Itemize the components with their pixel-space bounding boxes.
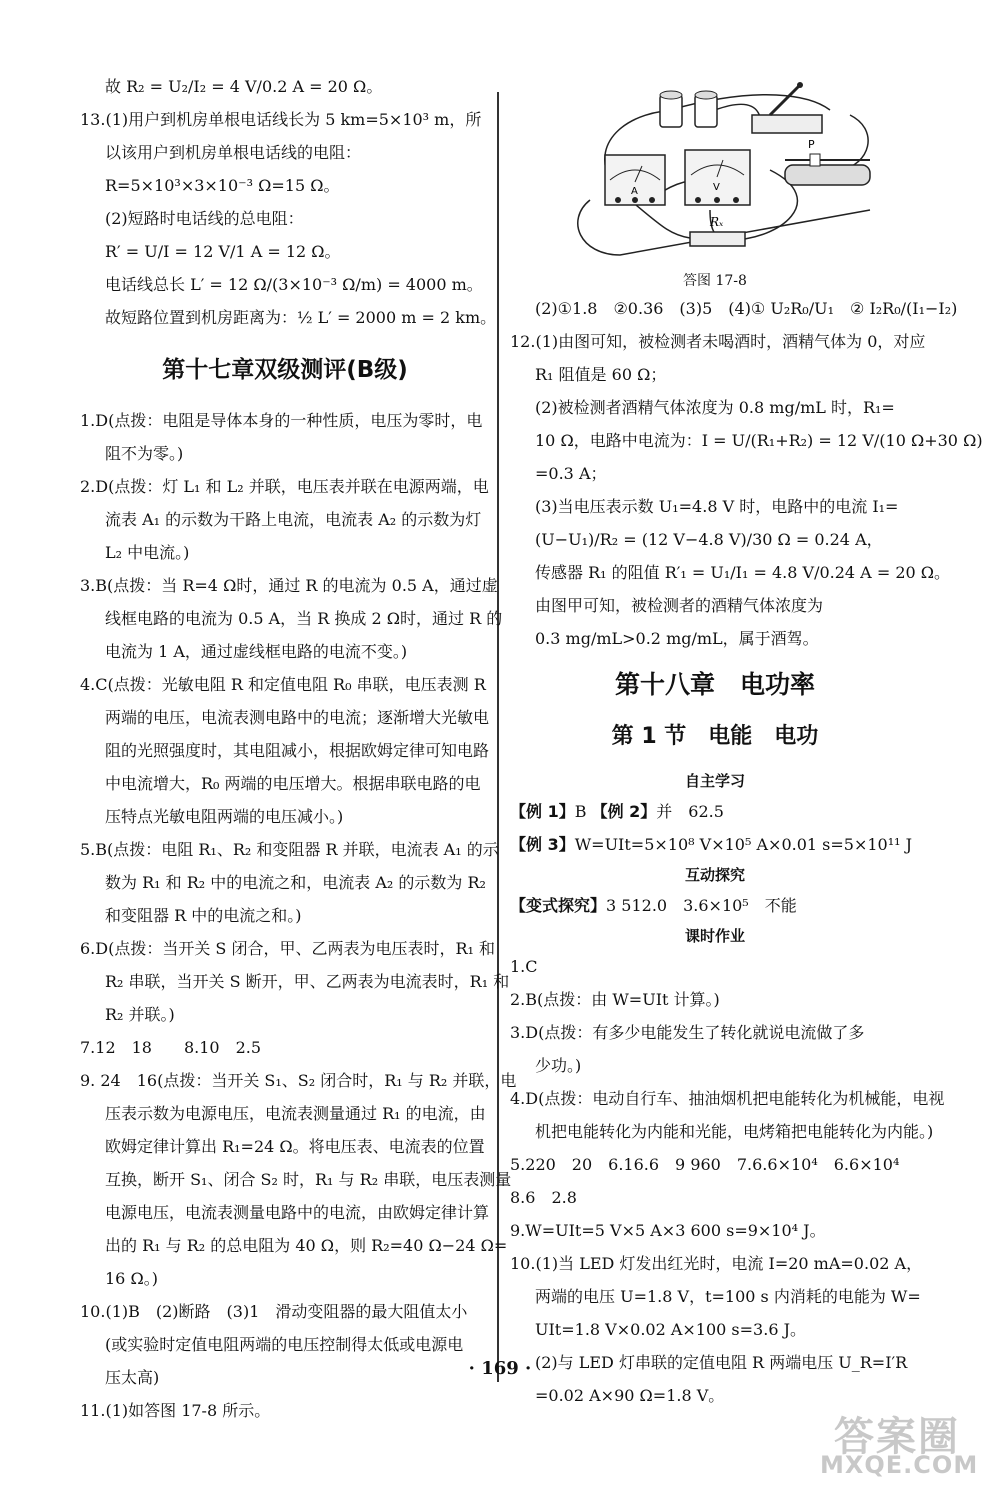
homework-line: 4.D(点拨：电动自行车、抽油烟机把电能转化为机械能，电视 [510, 1089, 945, 1108]
homework-heading: 课时作业 [684, 927, 745, 945]
answer-line: 中电流增大，R₀ 两端的电压增大。根据串联电路的电 [105, 774, 481, 793]
left-solution-block [80, 70, 497, 334]
answer-line: 6.D(点拨：当开关 S 闭合，甲、乙两表为电压表时，R₁ 和 [80, 939, 496, 958]
answer-line: 阻不为零。) [105, 444, 184, 463]
answer-line: 出的 R₁ 与 R₂ 的总电阻为 40 Ω，则 R₂=40 Ω−24 Ω= [105, 1236, 508, 1255]
homework-list [510, 950, 945, 1412]
answer-line: 阻的光照强度时，其电阻减小，根据欧姆定律可知电路 [105, 741, 490, 760]
text-line: 13.(1)用户到机房单根电话线长为 5 km=5×10³ m，所 [80, 110, 482, 129]
figure-caption: 答图 17-8 [683, 273, 747, 289]
svg-text:P: P [808, 138, 815, 151]
example-2-answer: 并 62.5 [656, 802, 724, 821]
homework-line: 少功。) [535, 1056, 582, 1075]
voltmeter [685, 150, 750, 205]
watermark-url: MXQE.COM [820, 1451, 979, 1479]
answer-line: 数为 R₁ 和 R₂ 中的电流之和，电流表 A₂ 的示数为 R₂ [105, 873, 486, 892]
homework-line: UIt=1.8 V×0.02 A×100 s=3.6 J。 [535, 1320, 806, 1339]
text-line: 由图甲可知，被检测者的酒精气体浓度为 [535, 596, 824, 615]
chapter-17-test-heading: 第十七章双级测评(B级) [162, 357, 408, 383]
text-line: R₁ 阻值是 60 Ω； [535, 365, 667, 384]
answer-line: 和变阻器 R 中的电流之和。) [105, 906, 302, 925]
text-line: (2)①1.8 ②0.36 (3)5 (4)① U₂R₀/U₁ ② I₂R₀/(I₁−I₂) [535, 299, 958, 318]
answer-line: 1.D(点拨：电阻是导体本身的一种性质，电压为零时，电 [80, 411, 483, 430]
answer-line: 压太高) [105, 1368, 160, 1387]
text-line: 0.3 mg/mL>0.2 mg/mL，属于酒驾。 [535, 629, 819, 648]
answer-line: 线框电路的电流为 0.5 A，当 R 换成 2 Ω时，通过 R 的 [105, 609, 503, 628]
svg-text:A: A [631, 186, 638, 197]
homework-line: =0.02 A×90 Ω=1.8 V。 [535, 1386, 725, 1405]
right-column [510, 70, 983, 1412]
homework-line: 10.(1)当 LED 灯发出红光时，电流 I=20 mA=0.02 A， [510, 1254, 923, 1273]
battery-2 [695, 95, 717, 127]
example-3-answer: W=UIt=5×10⁸ V×10⁵ A×0.01 s=5×10¹¹ J [574, 835, 913, 854]
right-solution-block [510, 292, 983, 655]
circuit-diagram-svg [510, 70, 920, 270]
answer-line: 流表 A₁ 的示数为干路上电流，电流表 A₂ 的示数为灯 [105, 510, 482, 529]
text-line: 传感器 R₁ 的阻值 R′₁ = U₁/I₁ = 4.8 V/0.24 A = 20 Ω。 [535, 563, 951, 582]
answer-line: 压特点光敏电阻两端的电压减小。) [105, 807, 344, 826]
homework-line: 机把电能转化为内能和光能，电烤箱把电能转化为内能。) [535, 1122, 934, 1141]
text-line: (2)被检测者酒精气体浓度为 0.8 mg/mL 时，R₁= [535, 398, 895, 417]
homework-line: 9.W=UIt=5 V×5 A×3 600 s=9×10⁴ J。 [510, 1221, 826, 1240]
variant-answer: 3 512.0 3.6×10⁵ 不能 [606, 896, 797, 915]
text-line: =0.3 A； [535, 464, 607, 483]
answer-line: 4.C(点拨：光敏电阻 R 和定值电阻 R₀ 串联，电压表测 R [80, 675, 486, 694]
example-1-answer: B [574, 802, 587, 821]
answer-line: 压表示数为电源电压，电流表测量通过 R₁ 的电流，由 [105, 1104, 486, 1123]
answer-line: 两端的电压，电流表测电路中的电流；逐渐增大光敏电 [105, 708, 490, 727]
homework-line: 两端的电压 U=1.8 V，t=100 s 内消耗的电能为 W= [535, 1287, 921, 1306]
answer-line: 电流为 1 A，通过虚线框电路的电流不变。) [105, 642, 408, 661]
answer-line: R₂ 并联。) [105, 1005, 175, 1024]
answer-line: 10.(1)B (2)断路 (3)1 滑动变阻器的最大阻值太小 [80, 1302, 468, 1321]
answer-line: (或实验时定值电阻两端的电压控制得太低或电源电 [105, 1335, 464, 1354]
svg-text:V: V [713, 182, 720, 193]
text-line: 以该用户到机房单根电话线的电阻： [105, 143, 362, 162]
variant-line [510, 889, 920, 922]
example-1-2-line [510, 795, 920, 828]
answer-line: 7.12 18 8.10 2.5 [80, 1038, 262, 1057]
answer-line: 互换，断开 S₁、闭合 S₂ 时，R₁ 与 R₂ 串联，电压表测量 [105, 1170, 512, 1189]
text-line: 电话线总长 L′ = 12 Ω/(3×10⁻³ Ω/m) = 4000 m。 [105, 275, 483, 294]
answer-line: 9. 24 16(点拨：当开关 S₁、S₂ 闭合时，R₁ 与 R₂ 并联，电 [80, 1071, 517, 1090]
interactive-heading: 互动探究 [684, 866, 745, 884]
section-1-heading: 第 1 节 电能 电功 [611, 724, 819, 749]
text-line: R′ = U/I = 12 V/1 A = 12 Ω。 [105, 242, 341, 261]
chapter-18-heading: 第十八章 电功率 [614, 670, 815, 699]
text-line: 故短路位置到机房距离为：½ L′ = 2000 m = 2 km。 [105, 308, 497, 327]
example-1-tag: 【例 1】 [510, 802, 575, 821]
page-number: · 169 · [468, 1358, 532, 1379]
text-line: (2)短路时电话线的总电阻： [105, 209, 304, 228]
ammeter [605, 155, 665, 205]
circuit-figure [510, 70, 920, 270]
watermark-logo [796, 1405, 986, 1485]
answer-line: R₂ 串联，当开关 S 断开，甲、乙两表为电流表时，R₁ 和 [105, 972, 510, 991]
answer-line: 5.B(点拨：电阻 R₁、R₂ 和变阻器 R 并联，电流表 A₁ 的示 [80, 840, 499, 859]
text-line: 12.(1)由图可知，被检测者未喝酒时，酒精气体为 0，对应 [510, 332, 926, 351]
text-line: 10 Ω，电路中电流为：I = U/(R₁+R₂) = 12 V/(10 Ω+30 Ω) [535, 431, 983, 450]
example-3-line [510, 828, 920, 861]
text-line: R=5×10³×3×10⁻³ Ω=15 Ω。 [105, 176, 340, 195]
answer-line: 2.D(点拨：灯 L₁ 和 L₂ 并联，电压表并联在电源两端，电 [80, 477, 489, 496]
example-2-tag: 【例 2】 [591, 802, 657, 821]
switch-base [752, 115, 822, 133]
homework-line: 8.6 2.8 [510, 1188, 577, 1207]
self-study-heading: 自主学习 [684, 772, 745, 790]
resistor-rx [690, 215, 745, 246]
example-3-tag: 【例 3】 [510, 835, 575, 854]
text-line: (3)当电压表示数 U₁=4.8 V 时，电路中的电流 I₁= [535, 497, 899, 516]
answer-line: 16 Ω。) [105, 1269, 158, 1288]
homework-line: 1.C [510, 957, 538, 976]
homework-line: 2.B(点拨：由 W=UIt 计算。) [510, 990, 720, 1009]
battery-1 [660, 95, 682, 127]
variant-tag: 【变式探究】 [510, 896, 607, 915]
text-line: (U−U₁)/R₂ = (12 V−4.8 V)/30 Ω = 0.24 A， [535, 530, 883, 549]
watermark-text: 答案圈 [834, 1414, 960, 1460]
switch-lever [770, 85, 800, 115]
homework-line: 3.D(点拨：有多少电能发生了转化就说电流做了多 [510, 1023, 865, 1042]
homework-line: (2)与 LED 灯串联的定值电阻 R 两端电压 U_R=I′R [535, 1353, 908, 1372]
homework-line: 5.220 20 6.16.6 9 960 7.6.6×10⁴ 6.6×10⁴ [510, 1155, 900, 1174]
answer-line: 3.B(点拨：当 R=4 Ω时，通过 R 的电流为 0.5 A，通过虚 [80, 576, 498, 595]
svg-text:Rₓ: Rₓ [710, 215, 724, 229]
answer-line: 11.(1)如答图 17-8 所示。 [80, 1401, 271, 1420]
answer-line: 电源电压，电流表测量电路中的电流，由欧姆定律计算 [105, 1203, 490, 1222]
answer-line: 欧姆定律计算出 R₁=24 Ω。将电压表、电流表的位置 [105, 1137, 485, 1156]
answer-line: L₂ 中电流。) [105, 543, 190, 562]
text-line: 故 R₂ = U₂/I₂ = 4 V/0.2 A = 20 Ω。 [105, 77, 383, 96]
